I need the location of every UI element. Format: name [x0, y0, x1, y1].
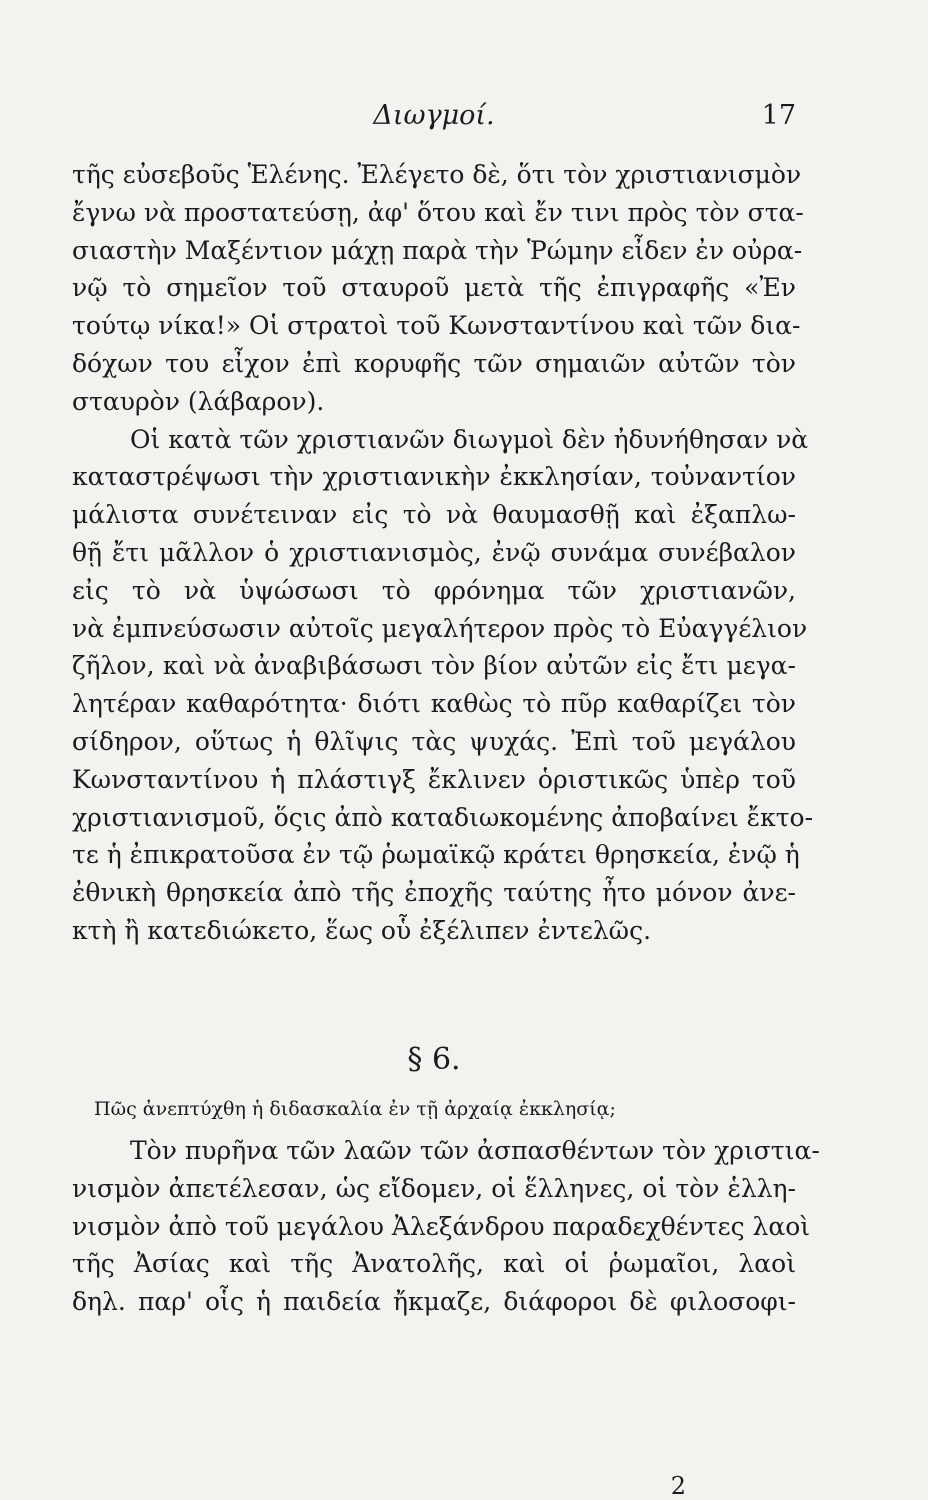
page-number: 17 — [761, 100, 796, 131]
text-line: ἐθνικὴ θρησκεία ἀπὸ τῆς ἐποχῆς ταύτης ἦτο μόνον ἀνε- — [72, 878, 796, 908]
text-line: σίδηρον, οὕτως ἡ θλῖψις τὰς ψυχάς. Ἐπὶ τοῦ μεγάλου — [72, 726, 796, 756]
text-line: δόχων του εἶχον ἐπὶ κορυφῆς τῶν σημαιῶν αὐτῶν τὸν — [72, 348, 796, 378]
running-head — [72, 100, 796, 140]
text-line: τε ἡ ἐπικρατοῦσα ἐν τῷ ῥωμαϊκῷ κράτει θρησκεία, ἐνῷ ἡ — [72, 840, 800, 870]
text-line: χριστιανισμοῦ, ὅςις ἀπὸ καταδιωκομένης ἀποβαίνει ἔκτο- — [72, 802, 814, 832]
text-line: Κωνσταντίνου ἡ πλάστιγξ ἔκλινεν ὁριστικῶς ὑπὲρ τοῦ — [72, 764, 796, 794]
text-line: μάλιστα συνέτειναν εἰς τὸ νὰ θαυμασθῇ καὶ ἐξαπλω- — [72, 500, 796, 530]
text-line: λητέραν καθαρότητα· διότι καθὼς τὸ πῦρ καθαρίζει τὸν — [72, 689, 796, 719]
text-line: νῷ τὸ σημεῖον τοῦ σταυροῦ μετὰ τῆς ἐπιγραφῆς «Ἐν — [72, 273, 796, 303]
text-line: κτὴ ἢ κατεδιώκετο, ἕως οὗ ἐξέλιπεν ἐντελῶς. — [72, 915, 652, 945]
text-line: τῆς εὐσεβοῦς Ἑλένης. Ἐλέγετο δὲ, ὅτι τὸν χριστιανισμὸν — [72, 160, 802, 189]
text-line: δηλ. παρ' οἷς ἡ παιδεία ἤκμαζε, διάφοροι δὲ φιλοσοφι- — [72, 1287, 796, 1317]
main-text — [72, 156, 814, 950]
text-line: καταστρέψωσι τὴν χριστιανικὴν ἐκκλησίαν, τοὐναντίον — [72, 462, 796, 492]
text-line: νισμὸν ἀπὸ τοῦ μεγάλου Ἀλεξάνδρου παραδεχθέντες λαοὶ — [72, 1211, 811, 1241]
text-line: ἔγνω νὰ προστατεύσῃ, ἀφ' ὅτου καὶ ἔν τινι πρὸς τὸν στα- — [72, 197, 804, 227]
text-line: τούτῳ νίκα!» Οἱ στρατοὶ τοῦ Κωνσταντίνου καὶ τῶν δια- — [72, 311, 801, 341]
section-question: Πῶς ἀνεπτύχθη ἡ διδασκαλία ἐν τῇ ἀρχαίᾳ ἐκκλησίᾳ; — [94, 1098, 616, 1120]
text-line: νὰ ἐμπνεύσωσιν αὐτοῖς μεγαλήτερον πρὸς τὸ Εὐαγγέλιον — [72, 613, 808, 643]
text-line: τῆς Ἀσίας καὶ τῆς Ἀνατολῆς, καὶ οἱ ῥωμαῖοι, λαοὶ — [72, 1249, 796, 1279]
text-line: θῇ ἔτι μᾶλλον ὁ χριστιανισμὸς, ἐνῷ συνάμα συνέβαλον — [72, 537, 796, 567]
text-line: σταυρὸν (λάβαρον). — [72, 386, 325, 416]
running-title: Διωγμοί. — [373, 100, 495, 131]
section-heading: § 6. — [407, 1042, 461, 1077]
text-line: σιαστὴν Μαξέντιον μάχῃ παρὰ τὴν Ῥώμην εἶδεν ἐν οὐρα- — [72, 235, 803, 265]
section-text — [72, 1132, 820, 1321]
text-line: νισμὸν ἀπετέλεσαν, ὡς εἴδομεν, οἱ ἕλληνες, οἱ τὸν ἑλλη- — [72, 1173, 796, 1203]
text-line: εἰς τὸ νὰ ὑψώσωσι τὸ φρόνημα τῶν χριστιανῶν, — [72, 575, 796, 605]
text-line: ζῆλον, καὶ νὰ ἀναβιβάσωσι τὸν βίον αὐτῶν εἰς ἔτι μεγα- — [72, 651, 796, 681]
text-line: Οἱ κατὰ τῶν χριστιανῶν διωγμοὶ δὲν ἠδυνήθησαν νὰ — [130, 424, 809, 454]
signature-mark: 2 — [670, 1472, 686, 1500]
text-line: Τὸν πυρῆνα τῶν λαῶν τῶν ἀσπασθέντων τὸν χριστια- — [130, 1136, 820, 1165]
